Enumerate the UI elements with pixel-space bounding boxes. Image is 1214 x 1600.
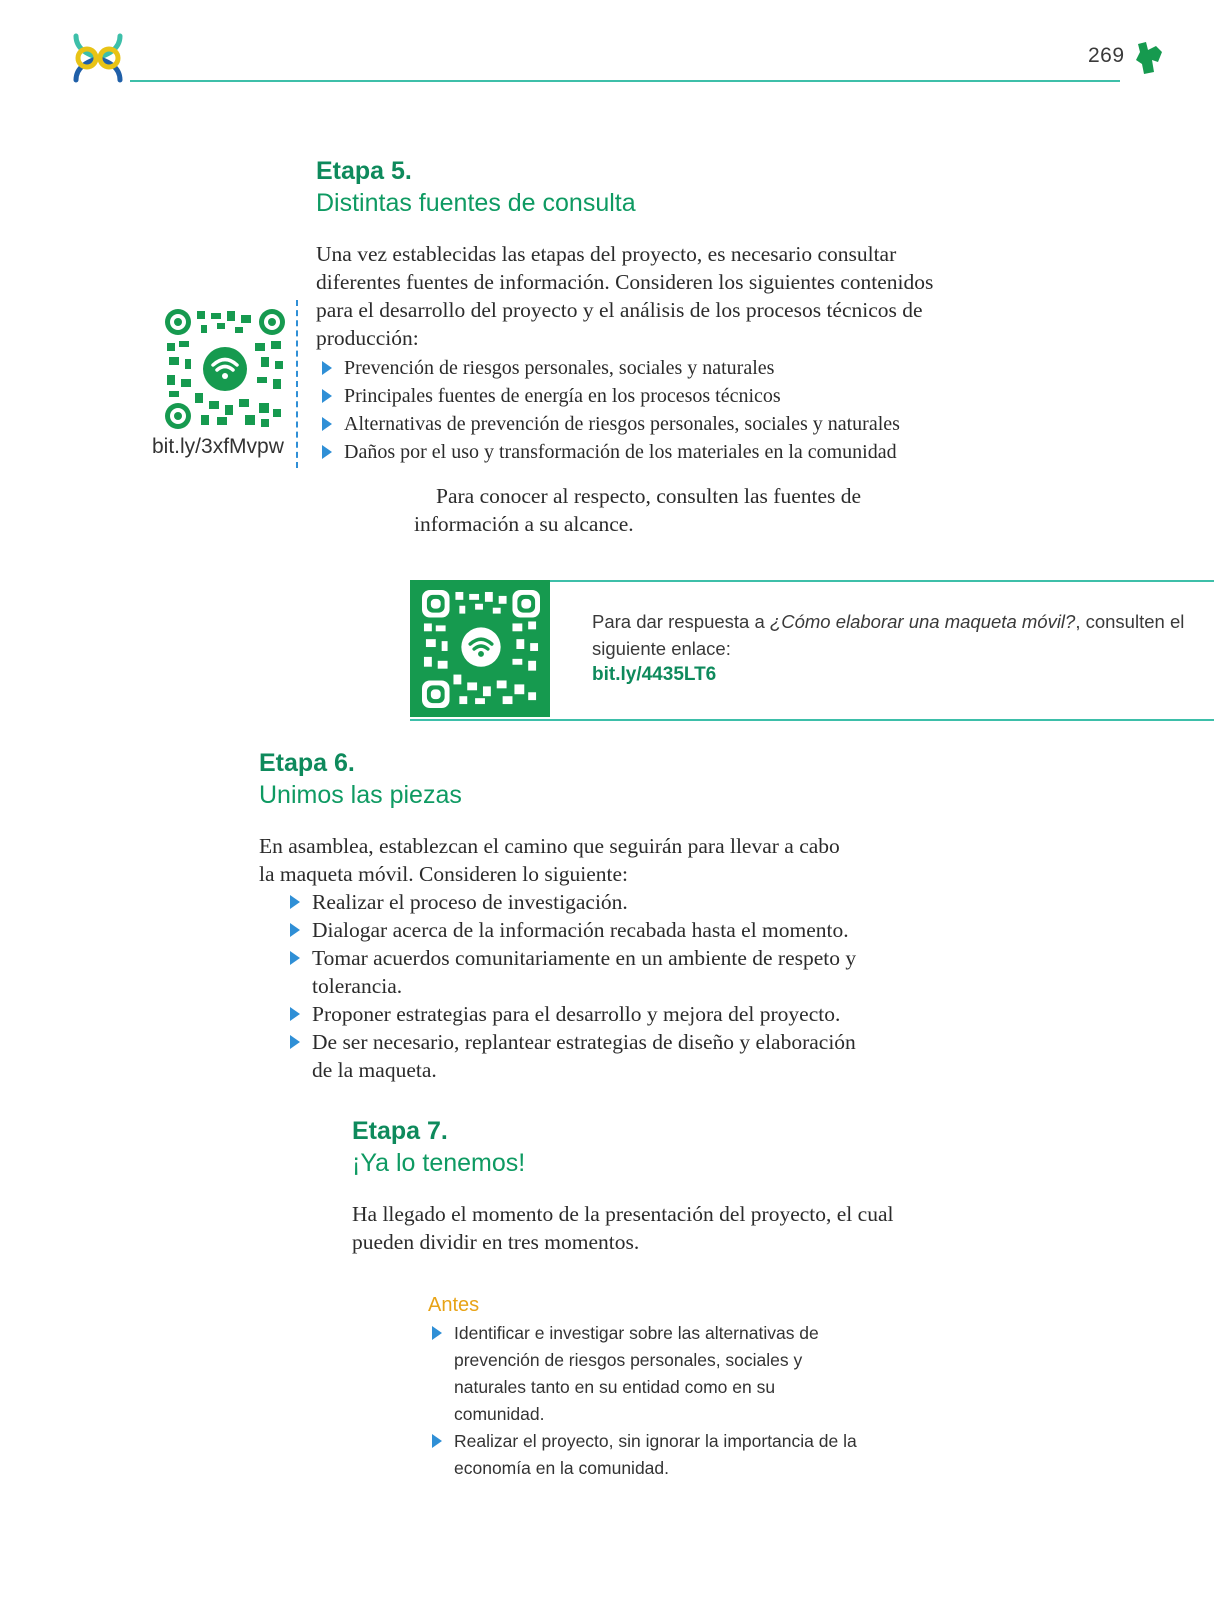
qr-code-icon[interactable] [165,309,285,429]
list-item-text: Prevención de riesgos personales, sociales y naturales [344,357,775,379]
green-glyph-icon [1134,40,1164,76]
etapa5-list [320,354,980,466]
etapa6-intro: En asamblea, establezcan el camino que seguirán para llevar a cabo la maqueta móvil. Consideren lo siguiente: [259,834,840,886]
list-item-text: Dialogar acerca de la información recabada hasta el momento. [312,918,849,942]
antes-heading: Antes [428,1294,480,1316]
bullet-arrow-icon [322,445,332,459]
list-item-text: Daños por el uso y transformación de los materiales en la comunidad [344,441,897,463]
list-item [320,382,980,410]
etapa6-title: Unimos las piezas [259,781,462,809]
list-item-text: Realizar el proyecto, sin ignorar la importancia de la economía en la comunidad. [454,1431,857,1478]
list-item-text: Realizar el proceso de investigación. [312,890,628,914]
etapa6-label: Etapa 6. [259,749,355,777]
qr-code-icon[interactable] [422,590,540,708]
bullet-arrow-icon [290,1035,300,1049]
dashed-divider [296,300,298,468]
etapa7-title: ¡Ya lo tenemos! [352,1149,526,1177]
list-item [430,1320,870,1428]
bullet-arrow-icon [432,1434,442,1448]
qr-link-text[interactable]: bit.ly/3xfMvpw [152,435,284,458]
bullet-arrow-icon [322,417,332,431]
bullet-arrow-icon [290,895,300,909]
etapa5-title: Distintas fuentes de consulta [316,189,636,217]
list-item [288,888,868,916]
antes-list [430,1320,870,1482]
list-item [288,944,868,1000]
list-item [320,354,980,382]
bullet-arrow-icon [322,389,332,403]
link-box-text-suffix: , consulten el siguiente enlace: [592,611,1185,659]
etapa7-label: Etapa 7. [352,1117,448,1145]
list-item-text: Proponer estrategias para el desarrollo y mejora del proyecto. [312,1002,841,1026]
link-box-url[interactable]: bit.ly/4435LT6 [592,664,717,685]
list-item [430,1428,870,1482]
etapa6-list [288,888,868,1084]
etapa5-label: Etapa 5. [316,157,412,185]
interlocking-rings-logo [72,32,124,84]
bullet-arrow-icon [290,1007,300,1021]
etapa7-intro: Ha llegado el momento de la presentación del proyecto, el cual pueden dividir en tres momentos. [352,1202,894,1254]
bullet-arrow-icon [290,951,300,965]
header-rule [130,80,1120,82]
list-item-text: Alternativas de prevención de riesgos personales, sociales y naturales [344,413,900,435]
link-box-text [592,608,1192,662]
bullet-arrow-icon [290,923,300,937]
list-item-text: De ser necesario, replantear estrategias de diseño y elaboración de la maqueta. [312,1030,856,1082]
list-item [320,438,980,466]
etapa5-intro: Una vez establecidas las etapas del proyecto, es necesario consultar diferentes fuentes de información. Consideren los siguientes contenidos para el desarrollo del proyecto y el análisis de los procesos técnicos de producción: [316,242,934,350]
list-item [288,916,868,944]
list-item-text: Principales fuentes de energía en los procesos técnicos [344,385,781,407]
link-box-text-prefix: Para dar respuesta a [592,611,770,632]
link-box-question: ¿Cómo elaborar una maqueta móvil? [769,611,1076,632]
list-item-text: Tomar acuerdos comunitariamente en un ambiente de respeto y tolerancia. [312,946,857,998]
page-number: 269 [1088,44,1125,67]
bullet-arrow-icon [432,1326,442,1340]
list-item [320,410,980,438]
bullet-arrow-icon [322,361,332,375]
etapa5-note: Para conocer al respecto, consulten las fuentes de información a su alcance. [414,484,862,536]
list-item [288,1000,868,1028]
list-item [288,1028,868,1084]
list-item-text: Identificar e investigar sobre las alternativas de prevención de riesgos personales, sociales y naturales tanto en su entidad como en su comunidad. [454,1323,819,1424]
